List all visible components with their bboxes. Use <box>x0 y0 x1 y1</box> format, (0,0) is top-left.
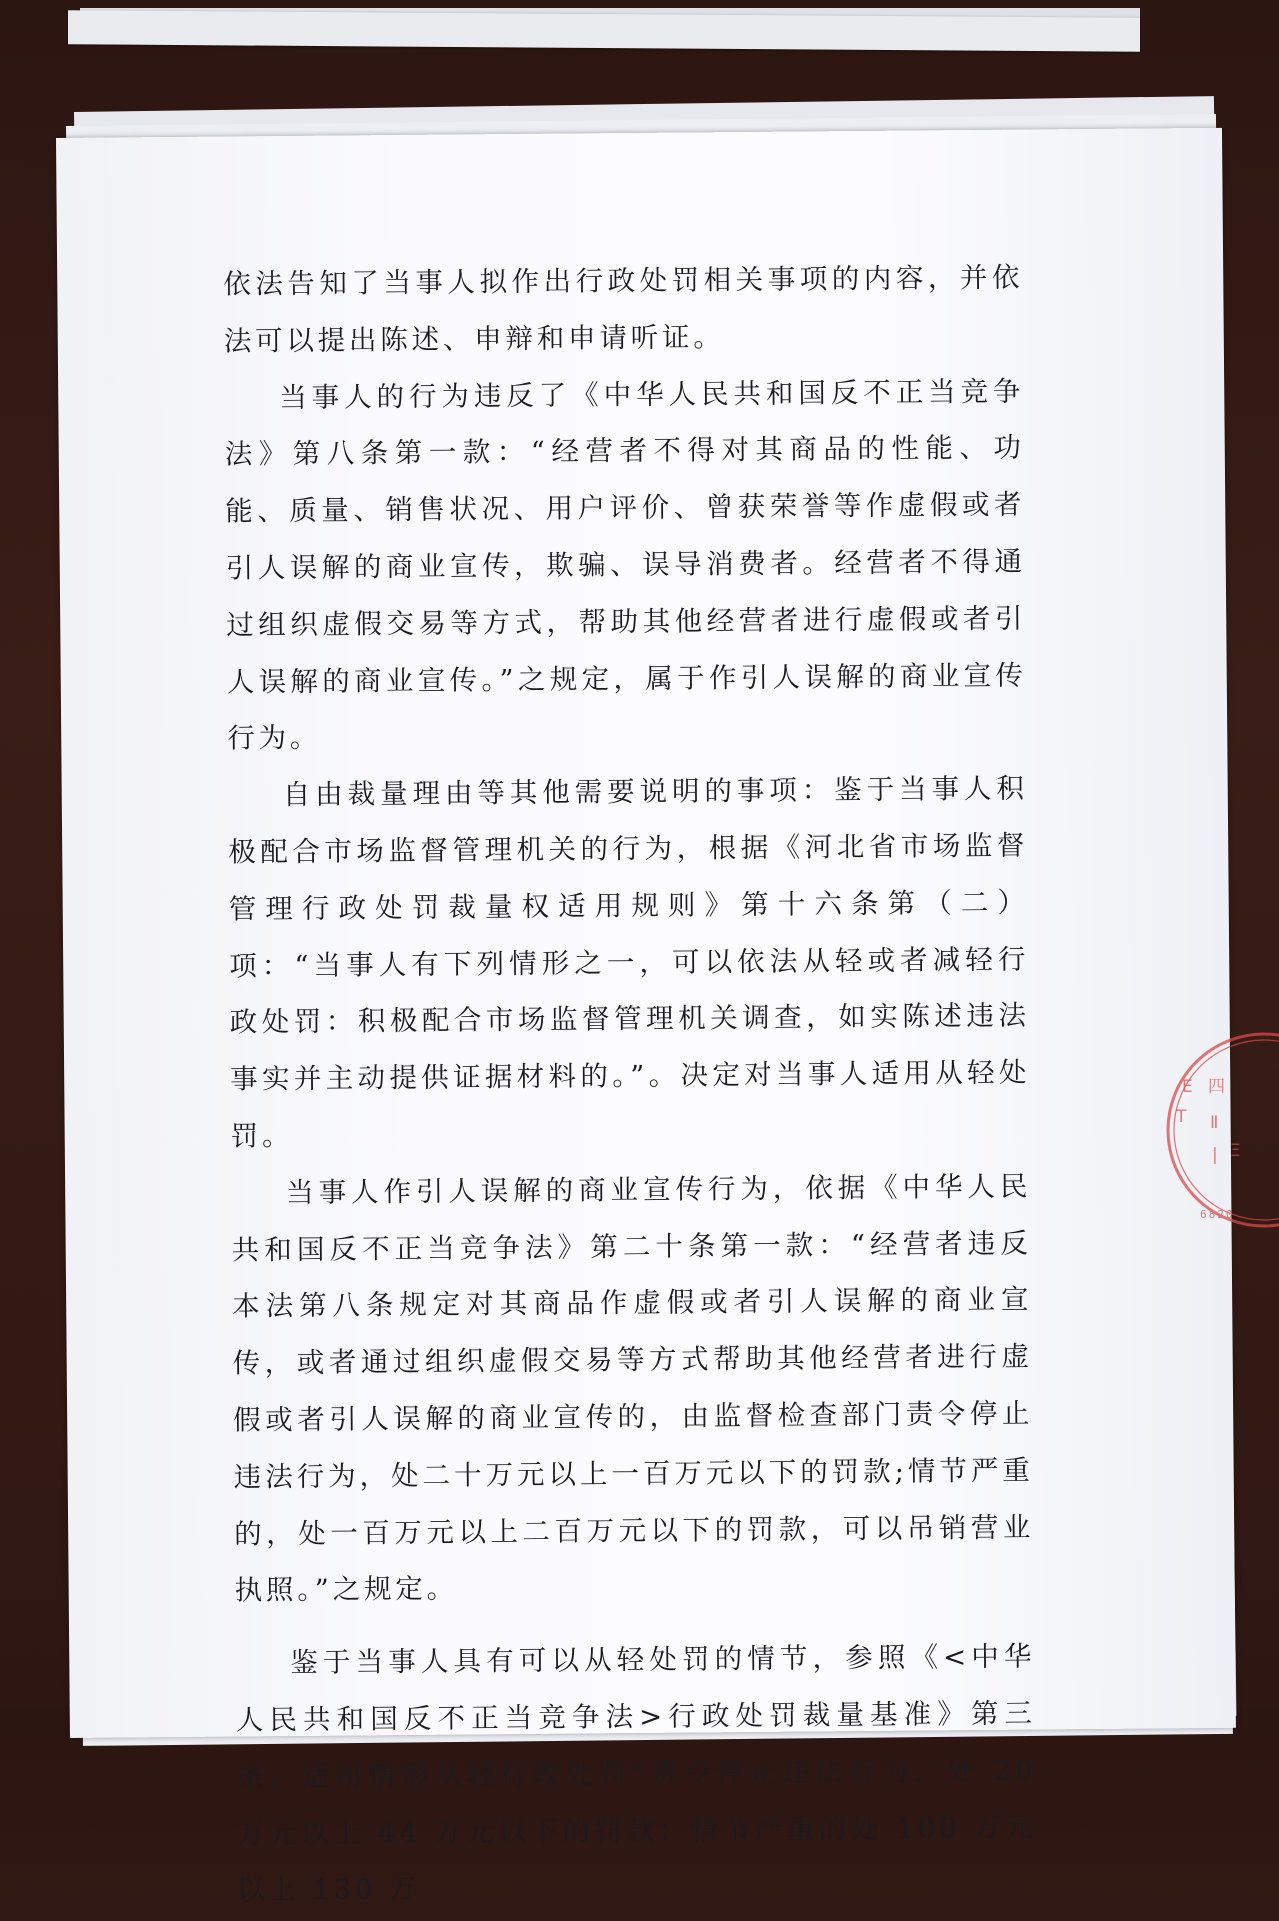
svg-text:四: 四 <box>1208 1077 1225 1097</box>
seal-number: 6820 <box>1200 1208 1235 1221</box>
paragraph-discretion: 自由裁量理由等其他需要说明的事项：鉴于当事人积极配合市场监督管理机关的行为，根据《河北省市场监督管理行政处罚裁量权适用规则》第十六条第（二）项：“当事人有下列情形之一，可以依法从轻或者减轻行政处罚：积极配合市场监督管理机关调查，如实陈述违法事实并主动提供证据材料的。”。决定对当事人适用从轻处罚。 <box>228 772 1031 1153</box>
paragraph-legal-basis: 当事人作引人误解的商业宣传行为，依据《中华人民共和国反不正当竞争法》第二十条第一款：“经营者违反本法第八条规定对其商品作虚假或者引人误解的商业宣传，或者通过组织虚假交易等方式帮助其他经营者进行虚假或者引人误解的商业宣传的，由监督检查部门责令停止违法行为，处二十万元以上一百万元以下的罚款;情节严重的，处一百万元以上二百万元以下的罚款，可以吊销营业执照。”之规定。 <box>231 1170 1035 1607</box>
paragraph-violation: 当事人的行为违反了《中华人民共和国反不正当竞争法》第八条第一款：“经营者不得对其商品的性能、功能、质量、销售状况、用户评价、曾获荣誉等作虚假或者引人误解的商业宣传，欺骗、误导消费者。经营者不得通过组织虚假交易等方式，帮助其他经营者进行虚假或者引人误解的商业宣传。”之规定，属于作引人误解的商业宣传行为。 <box>224 375 1027 755</box>
paragraph-penalty: 鉴于当事人具有可以从轻处罚的情节，参照《<中华人民共和国反不正当竞争法>行政处罚裁量基准》第三条，适用情形从轻行政处罚“责令停止违法行为，处 20 万元以上 44 万元以下的罚款；情节严重的处 100 万元以上 130 万 <box>235 1640 1037 1907</box>
background-paper-sheet <box>68 10 1140 51</box>
svg-text:|: | <box>1212 1145 1218 1165</box>
svg-text:T: T <box>1176 1107 1187 1127</box>
paragraph-notice: 依法告知了当事人拟作出行政处罚相关事项的内容，并依法可以提出陈述、申辩和申请听证。 <box>223 261 1024 358</box>
document-body <box>223 250 1037 1920</box>
svg-text:Ⅱ: Ⅱ <box>1210 1113 1219 1133</box>
document-page <box>56 128 1236 1907</box>
svg-text:Ξ: Ξ <box>1230 1141 1241 1161</box>
svg-text:E: E <box>1182 1077 1193 1097</box>
